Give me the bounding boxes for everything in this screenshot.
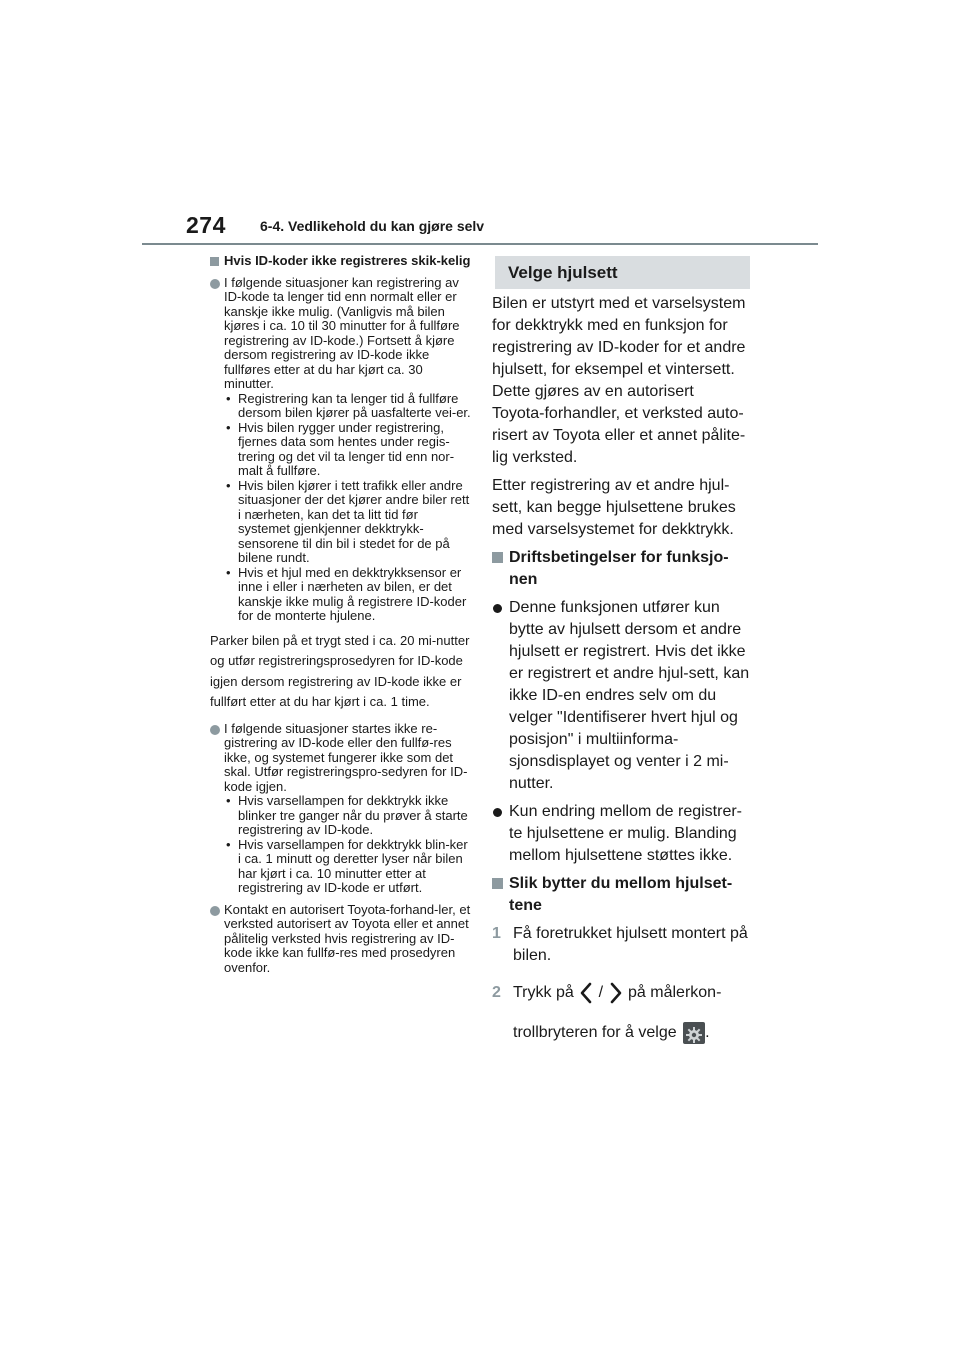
condition-bullet (492, 801, 750, 867)
select-wheelset-heading: Velge hjulsett (492, 256, 750, 289)
step-1 (492, 923, 750, 967)
condition-bullet (492, 597, 750, 795)
situation-block-2-intro: I følgende situasjoner startes ikke re-gistrering av ID-kode eller den fullfø-res ikke, og systemet fungerer ikke som det skal. Utfør registreringspro-sedyren for ID-kode igjen. (224, 720, 468, 794)
page-header (0, 0, 960, 250)
step-number: 2 (492, 984, 501, 1001)
square-bullet-icon (210, 257, 219, 266)
list-item: • Hvis varsellampen for dekktrykk blin-ker i ca. 1 minutt og deretter lyser når bilen har kjørt i ca. 10 minutter etter at registrering av ID-kode er utført. (224, 838, 472, 896)
list-item: • Hvis bilen rygger under registrering, fjernes data som hentes under regis-trering og det vil ta lenger tid enn nor-malt å fullføre. (224, 421, 472, 479)
right-column (492, 256, 750, 1059)
slash: / (598, 984, 604, 1001)
square-bullet-icon (492, 878, 503, 889)
chevron-right-icon (608, 982, 624, 1004)
step-2 (492, 973, 750, 1053)
situation-block-2-list (224, 794, 472, 896)
condition-bullet-text: Denne funksjonen utfører kun bytte av hjulsett dersom et andre hjulsett er registrert. Hvis det ikke er registrert et andre hjul-sett, kan ikke ID-en endres selv om du velger "Identifiserer hvert hjul og posisjon" i multiinforma-sjonsdisplayet og venter i 2 mi-nutter. (509, 599, 750, 792)
operating-conditions-text: Driftsbetingelser for funksjo-nen (509, 549, 729, 588)
step-text-b: på målerkon-trollbryteren for å velge (513, 984, 722, 1041)
step-text: Få foretrukket hjulsett montert på bilen. (513, 925, 748, 964)
square-bullet-icon (492, 552, 503, 563)
situation-block-1 (210, 276, 472, 624)
circle-bullet-icon (210, 906, 220, 916)
switch-wheelset-text: Slik bytter du mellom hjulset-tene (509, 875, 733, 914)
contact-dealer-text: Kontakt en autorisert Toyota-forhand-ler, et verksted autorisert av Toyota eller et annet pålitelig verksted hvis registrering av ID-kode ikke kan fullfø-res med prosedyren ovenfor. (224, 901, 471, 975)
id-code-heading (210, 254, 472, 269)
list-item: • Hvis varsellampen for dekktrykk ikke blinker tre ganger når du prøver å starte registrering av ID-kode. (224, 794, 472, 838)
list-item: • Hvis bilen kjører i tett trafikk eller andre situasjoner der det kjører andre biler rett i nærheten, kan det ta litt tid før systemet gjenkjenner dekktrykk-sensorene til din bil i stedet for de på bilene rundt. (224, 479, 472, 566)
list-item: • Hvis et hjul med en dekktrykksensor er inne i eller i nærheten av bilen, er det kanskje ikke mulig å registrere ID-koder for de monterte hjulene. (224, 566, 472, 624)
contact-dealer-note (210, 903, 472, 976)
bullet-dot-icon (493, 808, 502, 817)
id-code-heading-text: Hvis ID-koder ikke registreres skik-kelig (224, 253, 471, 268)
step-number: 1 (492, 925, 501, 942)
left-column (210, 254, 472, 982)
chevron-left-icon (578, 982, 594, 1004)
situation-block-1-list (224, 392, 472, 624)
circle-bullet-icon (210, 279, 220, 289)
operating-conditions-heading (492, 547, 750, 591)
header-divider (142, 243, 818, 245)
list-item: • Registrering kan ta lenger tid å fullføre dersom bilen kjører på uasfalterte vei-er. (224, 392, 472, 421)
condition-bullet-text: Kun endring mellom de registrer-te hjulsettene er mulig. Blanding mellom hjulsettene støttes ikke. (509, 803, 742, 864)
circle-bullet-icon (210, 725, 220, 735)
park-instruction: Parker bilen på et trygt sted i ca. 20 mi-nutter og utfør registreringsprosedyren for ID-kode igjen dersom registrering av ID-kode ikke er fullført etter at du har kjørt i ca. 1 time. (210, 632, 470, 709)
settings-gear-icon (683, 1022, 705, 1044)
situation-block-1-intro: I følgende situasjoner kan registrering av ID-kode ta lenger tid enn normalt eller er kanskje ikke mulig. (Vanligvis må bilen kjøres i ca. 10 til 30 minutter for å fullføre registrering av ID-kode.) Fortsett å kjøre dersom registrering av ID-kode ikke fullføres etter at du har kjørt ca. 30 minutter. (224, 274, 460, 391)
page-number: 274 (186, 212, 226, 238)
switch-wheelset-heading (492, 873, 750, 917)
wheelset-intro: Bilen er utstyrt med et varselsystem for dekktrykk med en funksjon for registrering av ID-koder for et andre hjulsett, for eksempel et vintersett. Dette gjøres av en autorisert Toyota-forhandler, et verksted auto-risert av Toyota eller et annet pålite-lig verksted. (492, 295, 746, 466)
situation-block-2 (210, 722, 472, 896)
section-title: 6-4. Vedlikehold du kan gjøre selv (260, 218, 485, 234)
bullet-dot-icon (493, 604, 502, 613)
wheelset-para-2: Etter registrering av et andre hjul-sett, kan begge hjulsettene brukes med varselsystemet for dekktrykk. (492, 477, 736, 538)
step-end: . (705, 1024, 710, 1041)
step-text-a: Trykk på (513, 984, 574, 1001)
